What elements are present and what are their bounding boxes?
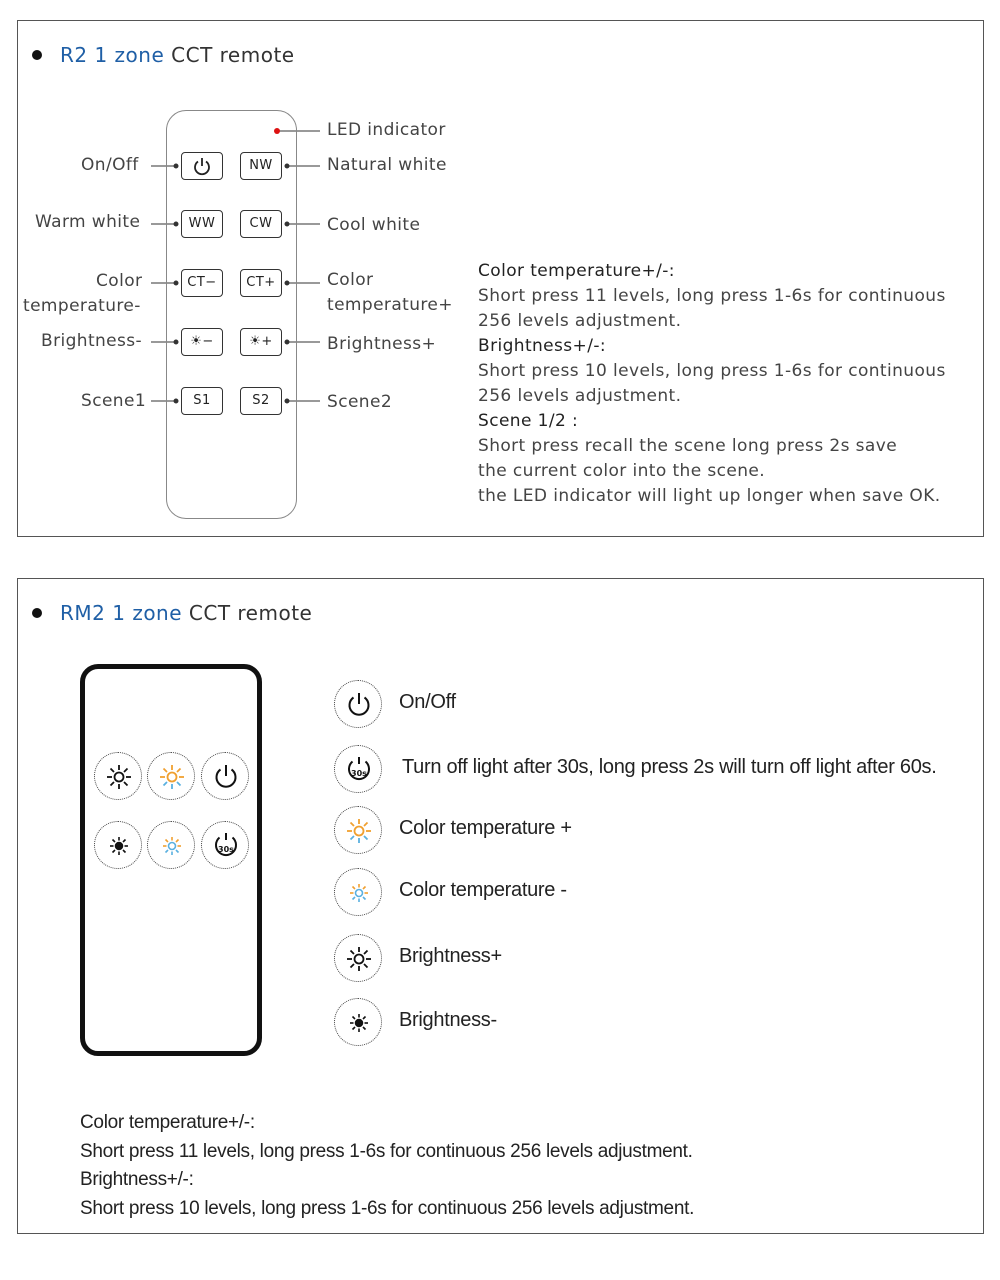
label-color-plus-2: temperature+: [327, 295, 453, 315]
rm2-heading-rest: CCT remote: [188, 601, 313, 625]
brightness-minus-icon: [335, 999, 383, 1047]
remote-brightness-minus-button[interactable]: [94, 821, 142, 869]
color-temp-plus-icon: [148, 753, 196, 801]
scene1-button[interactable]: S1: [181, 387, 223, 415]
remote-power-button[interactable]: [201, 752, 249, 800]
legend-ct-minus-icon-wrap: [334, 868, 382, 916]
legend-br-minus-icon-wrap: [334, 998, 382, 1046]
timer-badge-text: 30s: [218, 845, 234, 854]
warm-white-button[interactable]: WW: [181, 210, 223, 238]
brightness-plus-icon: [335, 935, 383, 983]
color-temp-plus-icon: [335, 807, 383, 855]
label-color-plus-1: Color: [327, 270, 374, 290]
timer-power-icon: [202, 822, 250, 870]
bullet-icon: [32, 608, 42, 618]
rm2-panel: [17, 578, 984, 1234]
label-brightness-plus: Brightness+: [327, 334, 437, 354]
info-ct-line1: Short press 11 levels, long press 1-6s for continuous: [478, 286, 946, 306]
ct-minus-button[interactable]: CT−: [181, 269, 223, 297]
remote-color-temp-plus-button[interactable]: [147, 752, 195, 800]
r2-model-name: R2 1 zone: [60, 43, 165, 67]
info-scene-line3: the LED indicator will light up longer when save OK.: [478, 486, 941, 506]
legend-br-minus-text: Brightness-: [399, 1009, 497, 1031]
label-brightness-minus: Brightness-: [41, 331, 143, 351]
notes-ct-title: Color temperature+/-:: [80, 1112, 255, 1133]
label-color-minus-1: Color: [96, 271, 143, 291]
label-warm-white: Warm white: [35, 212, 141, 232]
brightness-minus-button[interactable]: ☀−: [181, 328, 223, 356]
info-scene-line1: Short press recall the scene long press 2s save: [478, 436, 898, 456]
ct-plus-button[interactable]: CT+: [240, 269, 282, 297]
legend-timer-text: Turn off light after 30s, long press 2s will turn off light after 60s.: [402, 756, 937, 778]
rm2-heading: [32, 601, 312, 625]
info-br-title: Brightness+/-:: [478, 336, 606, 356]
power-icon: [182, 153, 222, 179]
scene2-button[interactable]: S2: [240, 387, 282, 415]
legend-timer-icon-wrap: [334, 745, 382, 793]
r2-info: [478, 259, 946, 509]
notes-br-text: Short press 10 levels, long press 1-6s for continuous 256 levels adjustment.: [80, 1197, 695, 1219]
remote-brightness-plus-button[interactable]: [94, 752, 142, 800]
cool-white-button[interactable]: CW: [240, 210, 282, 238]
label-cool-white: Cool white: [327, 215, 421, 235]
legend-br-plus-text: Brightness+: [399, 945, 502, 967]
timer-power-icon: [335, 746, 383, 794]
timer-badge-text: 30s: [351, 769, 367, 778]
label-natural-white: Natural white: [327, 155, 447, 175]
remote-color-temp-minus-button[interactable]: [147, 821, 195, 869]
brightness-plus-icon: [95, 753, 143, 801]
power-icon: [335, 681, 383, 729]
legend-on-off-text: On/Off: [399, 691, 456, 713]
info-ct-title: Color temperature+/-:: [478, 261, 675, 281]
color-temp-minus-icon: [335, 869, 383, 917]
power-button[interactable]: [181, 152, 223, 180]
info-scene-title: Scene 1/2 :: [478, 411, 579, 431]
info-ct-line2: 256 levels adjustment.: [478, 311, 682, 331]
power-icon: [202, 753, 250, 801]
label-scene2: Scene2: [327, 392, 393, 412]
legend-br-plus-icon-wrap: [334, 934, 382, 982]
notes-ct-text: Short press 11 levels, long press 1-6s for continuous 256 levels adjustment.: [80, 1140, 693, 1162]
brightness-plus-button[interactable]: ☀+: [240, 328, 282, 356]
notes-br-title: Brightness+/-:: [80, 1169, 194, 1190]
legend-ct-minus-text: Color temperature -: [399, 879, 567, 901]
label-color-minus-2: temperature-: [23, 296, 141, 316]
legend-ct-plus-icon-wrap: [334, 806, 382, 854]
info-br-line1: Short press 10 levels, long press 1-6s for continuous: [478, 361, 946, 381]
led-indicator: [274, 128, 280, 134]
remote-timer-power-button[interactable]: [201, 821, 249, 869]
rm2-notes: [80, 1109, 694, 1223]
label-on-off: On/Off: [81, 155, 139, 175]
info-scene-line2: the current color into the scene.: [478, 461, 766, 481]
info-br-line2: 256 levels adjustment.: [478, 386, 682, 406]
r2-panel: [17, 20, 984, 537]
natural-white-button[interactable]: NW: [240, 152, 282, 180]
legend-power-icon-wrap: [334, 680, 382, 728]
label-scene1: Scene1: [81, 391, 147, 411]
brightness-minus-icon: [95, 822, 143, 870]
label-led-indicator: LED indicator: [327, 120, 446, 140]
color-temp-minus-icon: [148, 822, 196, 870]
rm2-model-name: RM2 1 zone: [60, 601, 183, 625]
r2-heading-rest: CCT remote: [171, 43, 295, 67]
legend-ct-plus-text: Color temperature +: [399, 817, 572, 839]
